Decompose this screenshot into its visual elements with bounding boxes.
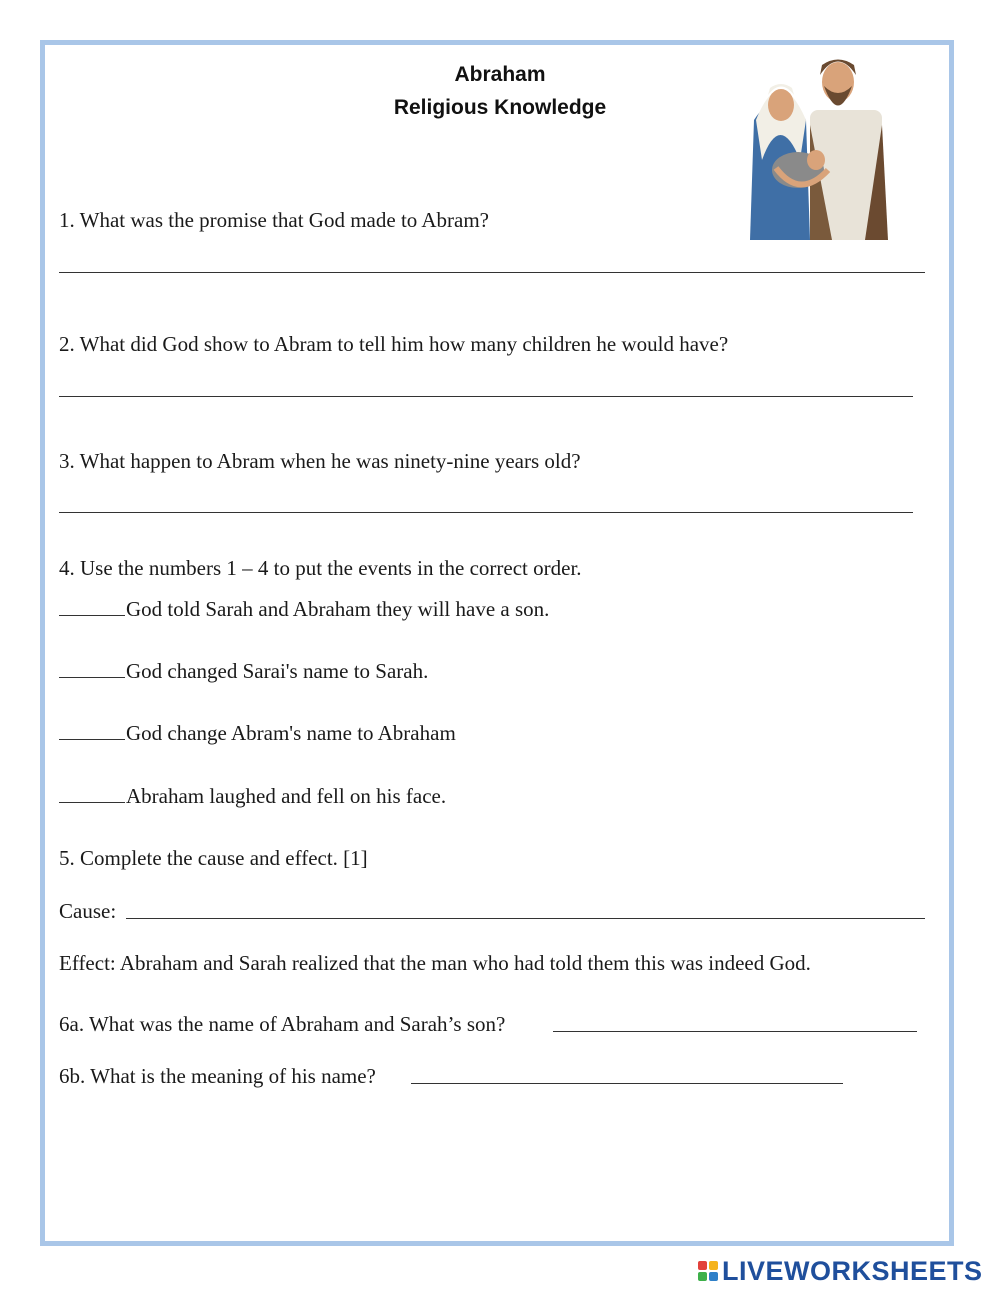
order-event-text: God changed Sarai's name to Sarah. — [126, 659, 429, 683]
order-blank[interactable] — [59, 676, 125, 678]
cause-label: Cause: — [59, 899, 117, 923]
worksheet-title: Abraham — [454, 63, 546, 86]
answer-line-6b[interactable] — [411, 1083, 843, 1084]
question-2: 2. What did God show to Abram to tell him how many children he would have? — [59, 332, 729, 356]
order-event-text: God told Sarah and Abraham they will have a son. — [126, 597, 550, 621]
order-blank[interactable] — [59, 738, 125, 740]
liveworksheets-logo — [698, 1256, 983, 1286]
logo-blocks-icon — [698, 1261, 718, 1281]
question-1: 1. What was the promise that God made to Abram? — [59, 208, 490, 232]
order-item — [59, 720, 456, 746]
question-6a: 6a. What was the name of Abraham and Sarah’s son? — [59, 1012, 506, 1036]
answer-line-3[interactable] — [59, 512, 913, 513]
question-4: 4. Use the numbers 1 – 4 to put the events in the correct order. — [59, 556, 582, 580]
cause-answer-line[interactable] — [126, 918, 925, 919]
order-blank[interactable] — [59, 801, 125, 803]
answer-line-2[interactable] — [59, 396, 913, 397]
order-event-text: God change Abram's name to Abraham — [126, 721, 456, 745]
worksheet-subtitle: Religious Knowledge — [393, 96, 607, 119]
cause-row — [59, 898, 116, 924]
order-blank[interactable] — [59, 614, 125, 616]
question-6b: 6b. What is the meaning of his name? — [59, 1064, 376, 1088]
effect-text: Effect: Abraham and Sarah realized that the man who had told them this was indeed God. — [59, 951, 811, 975]
order-item — [59, 783, 446, 809]
answer-line-1[interactable] — [59, 272, 925, 273]
order-item — [59, 658, 428, 684]
sarah-abraham-illustration — [740, 50, 892, 240]
answer-line-6a[interactable] — [553, 1031, 917, 1032]
order-event-text: Abraham laughed and fell on his face. — [126, 784, 447, 808]
logo-text: LIVEWORKSHEETS — [722, 1255, 983, 1286]
question-3: 3. What happen to Abram when he was ninety-nine years old? — [59, 449, 581, 473]
order-item — [59, 596, 549, 622]
question-5: 5. Complete the cause and effect. [1] — [59, 846, 368, 870]
